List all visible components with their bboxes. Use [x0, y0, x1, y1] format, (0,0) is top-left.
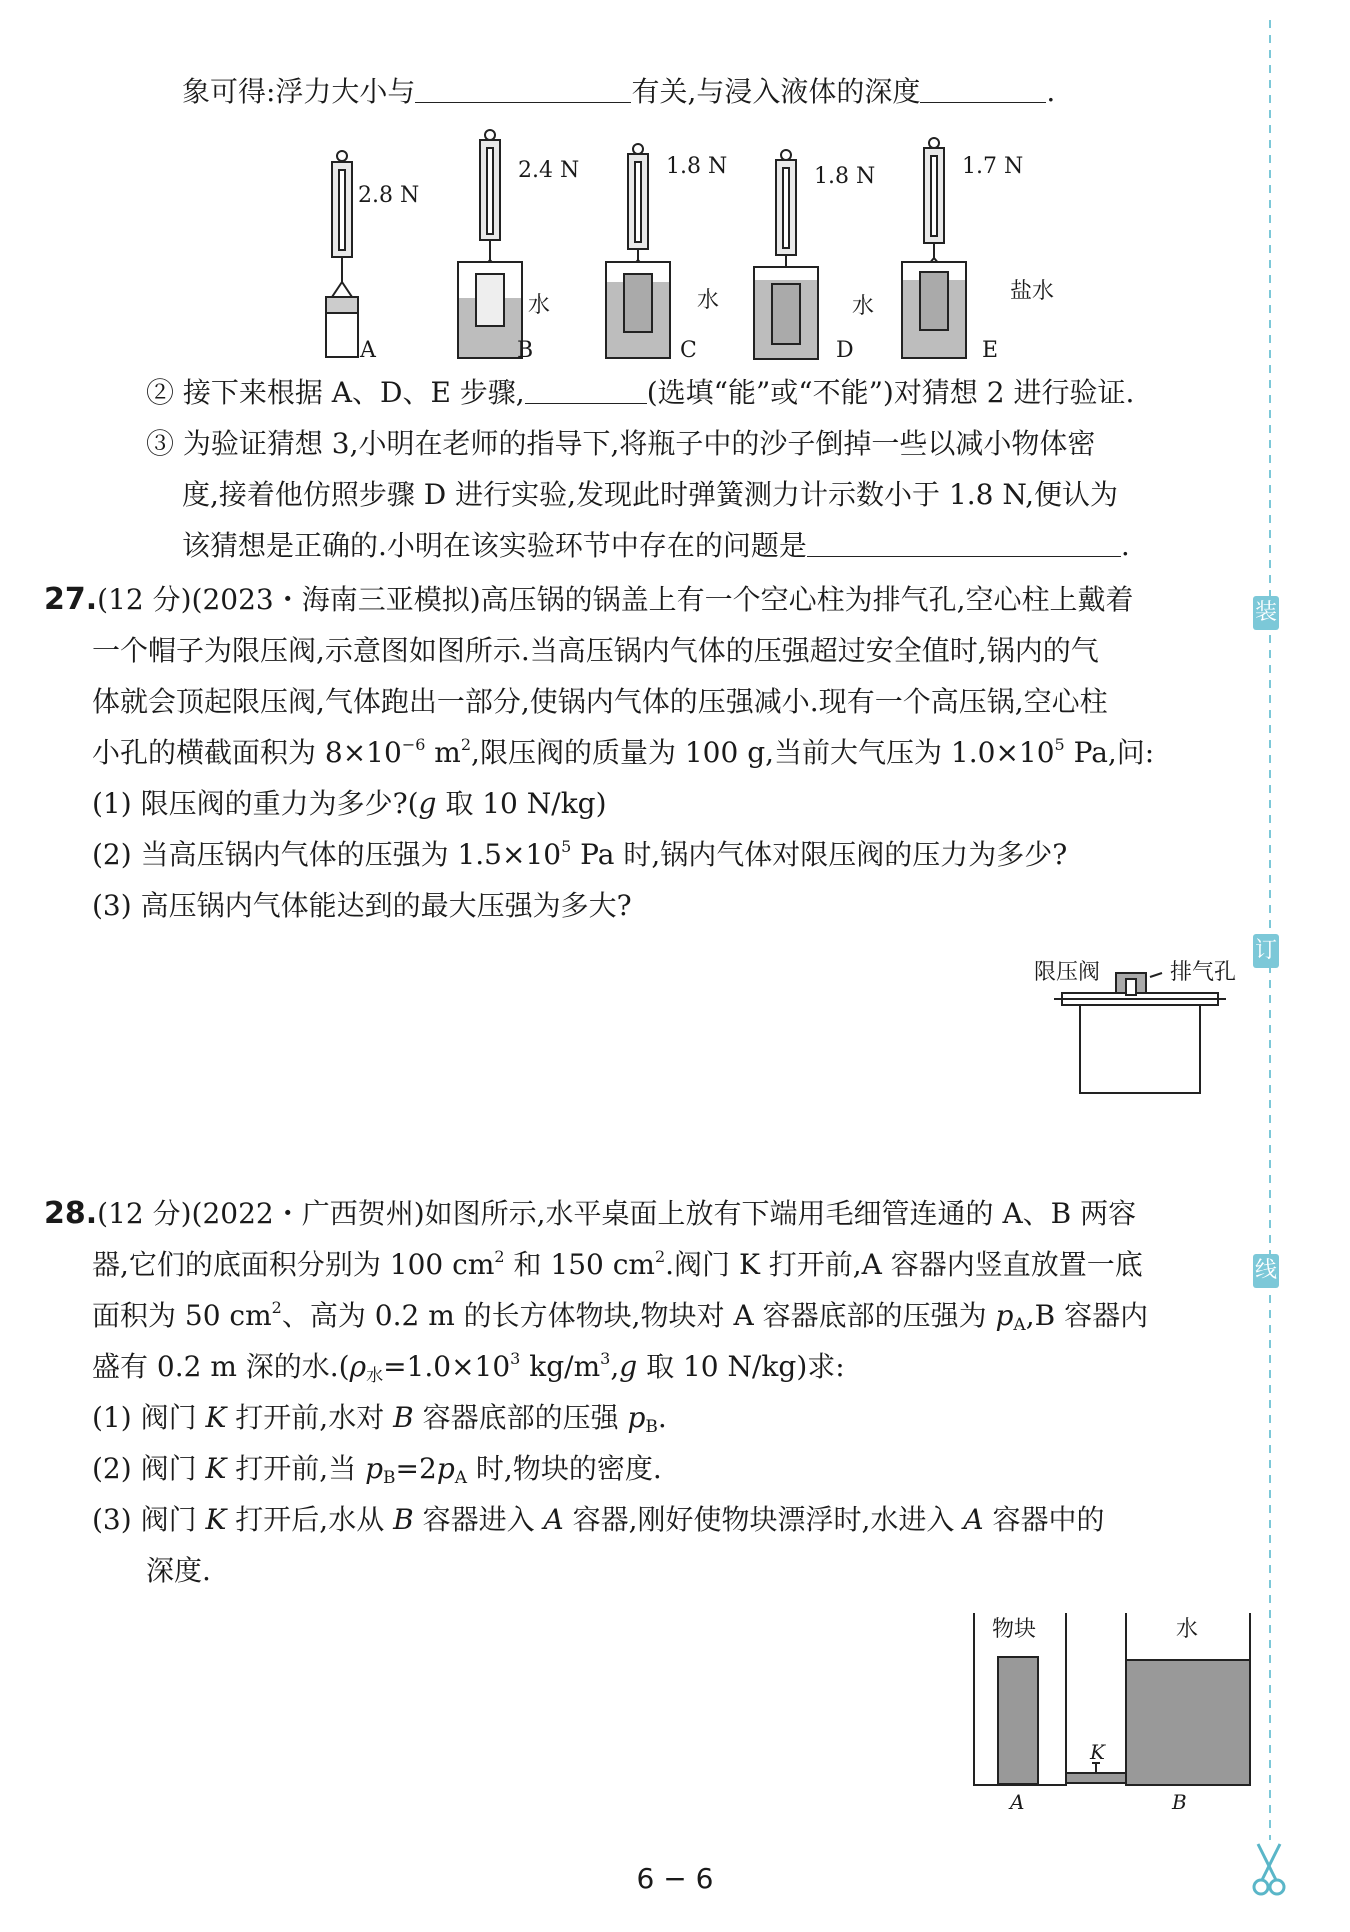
- binding-tab-xian: 线: [1253, 1254, 1279, 1288]
- binding-tab-ding: 订: [1253, 934, 1279, 968]
- water-label: 水: [1176, 1617, 1199, 1642]
- q28-part1: (1) 阀门 K 打开前,水对 B 容器底部的压强 $p_B$.: [92, 1401, 667, 1437]
- question-number: 27.: [44, 582, 98, 617]
- reading-b: 2.4 N: [518, 158, 580, 183]
- valve-k-label: K: [1090, 1740, 1105, 1764]
- page-number: 6 − 6: [636, 1862, 714, 1895]
- q28-line1: 28.(12 分)(2022・广西贺州)如图所示,水平桌面上放有下端用毛细管连通的 A、B 两容: [44, 1196, 1137, 1231]
- q26-step2: ② 接下来根据 A、D、E 步骤, (选填“能”或“不能”)对猜想 2 进行验证.: [146, 373, 1134, 413]
- q28-part3-line1: (3) 阀门 K 打开后,水从 B 容器进入 A 容器,刚好使物块漂浮时,水进入 A 容器中的: [92, 1503, 1105, 1536]
- answer-blank[interactable]: [807, 526, 1121, 557]
- q27-part1: (1) 限压阀的重力为多少?(g 取 10 N/kg): [92, 787, 607, 820]
- liquid-label-b: 水: [528, 293, 551, 318]
- scale-e: [902, 138, 966, 358]
- step-letter-a: A: [360, 338, 376, 363]
- q26-step3-line2: 度,接着他仿照步骤 D 进行实验,发现此时弹簧测力计示数小于 1.8 N,便认为: [182, 478, 1118, 511]
- q28-part3-line2: 深度.: [146, 1554, 211, 1587]
- liquid-label-c: 水: [697, 288, 720, 313]
- reading-a: 2.8 N: [358, 183, 420, 208]
- container-a-label: A: [1010, 1790, 1025, 1814]
- binding-tab-zhuang: 装: [1253, 596, 1279, 630]
- q26-step3-line3: 该猜想是正确的.小明在该实验环节中存在的问题是 .: [182, 526, 1130, 566]
- reading-c: 1.8 N: [666, 154, 728, 179]
- q27-line2: 一个帽子为限压阀,示意图如图所示.当高压锅内气体的压强超过安全值时,锅内的气: [92, 634, 1099, 667]
- answer-blank[interactable]: [920, 72, 1046, 103]
- scale-c: [606, 144, 670, 358]
- step-letter-d: D: [836, 338, 854, 363]
- reading-d: 1.8 N: [814, 164, 876, 189]
- q28-line3: 面积为 50 $cm^2$、高为 0.2 m 的长方体物块,物块对 A 容器底部的压强为 $p_A,B$ 容器内: [92, 1298, 1149, 1335]
- liquid-label-e: 盐水: [1010, 279, 1055, 304]
- scale-a: [326, 151, 358, 357]
- q27-line1: 27.(12 分)(2023・海南三亚模拟)高压锅的锅盖上有一个空心柱为排气孔,空心柱上戴着: [44, 582, 1134, 617]
- container-b-label: B: [1172, 1790, 1187, 1814]
- q28-line2: 器,它们的底面积分别为 100 $cm^2$ 和 150 $cm^2$.阀门 K 打开前,A 容器内竖直放置一底: [92, 1247, 1143, 1281]
- vent-hole-label: 排气孔: [1170, 960, 1237, 985]
- step-letter-b: B: [517, 338, 534, 363]
- q26-conclusion-line: 象可得:浮力大小与 有关,与浸入液体的深度 .: [182, 72, 1055, 112]
- q27-line3: 体就会顶起限压阀,气体跑出一部分,使锅内气体的压强减小.现有一个高压锅,空心柱: [92, 685, 1108, 718]
- answer-blank[interactable]: [415, 72, 631, 103]
- valve-label: 限压阀: [1034, 960, 1101, 985]
- q28-part2: (2) 阀门 K 打开前,当 $p_B=2p_A$ 时,物块的密度.: [92, 1452, 662, 1488]
- q27-part2: (2) 当高压锅内气体的压强为 $1.5\times 10^5$ Pa 时,锅内气体对限压阀的压力为多少?: [92, 837, 1068, 871]
- question-number: 28.: [44, 1196, 98, 1231]
- q27-line4: 小孔的横截面积为 $8\times 10^{-6}$ $m^2$,限压阀的质量为 100 g,当前大气压为 $1.0\times 10^5$ Pa,问:: [92, 735, 1155, 769]
- scale-b: [458, 130, 522, 358]
- step-letter-e: E: [982, 338, 999, 363]
- liquid-label-d: 水: [852, 294, 875, 319]
- scale-d: [754, 150, 818, 359]
- q27-part3: (3) 高压锅内气体能达到的最大压强为多大?: [92, 889, 632, 922]
- block-label: 物块: [992, 1617, 1037, 1642]
- q26-step3-line1: ③ 为验证猜想 3,小明在老师的指导下,将瓶子中的沙子倒掉一些以减小物体密: [146, 427, 1096, 460]
- step-letter-c: C: [680, 338, 697, 363]
- answer-blank[interactable]: [525, 373, 647, 404]
- q28-line4: 盛有 0.2 m 深的水$.(\rho_水=1.0\times 10^3$ $kg/m^3,g$ 取 10 N/kg)求:: [92, 1349, 845, 1386]
- reading-e: 1.7 N: [962, 154, 1024, 179]
